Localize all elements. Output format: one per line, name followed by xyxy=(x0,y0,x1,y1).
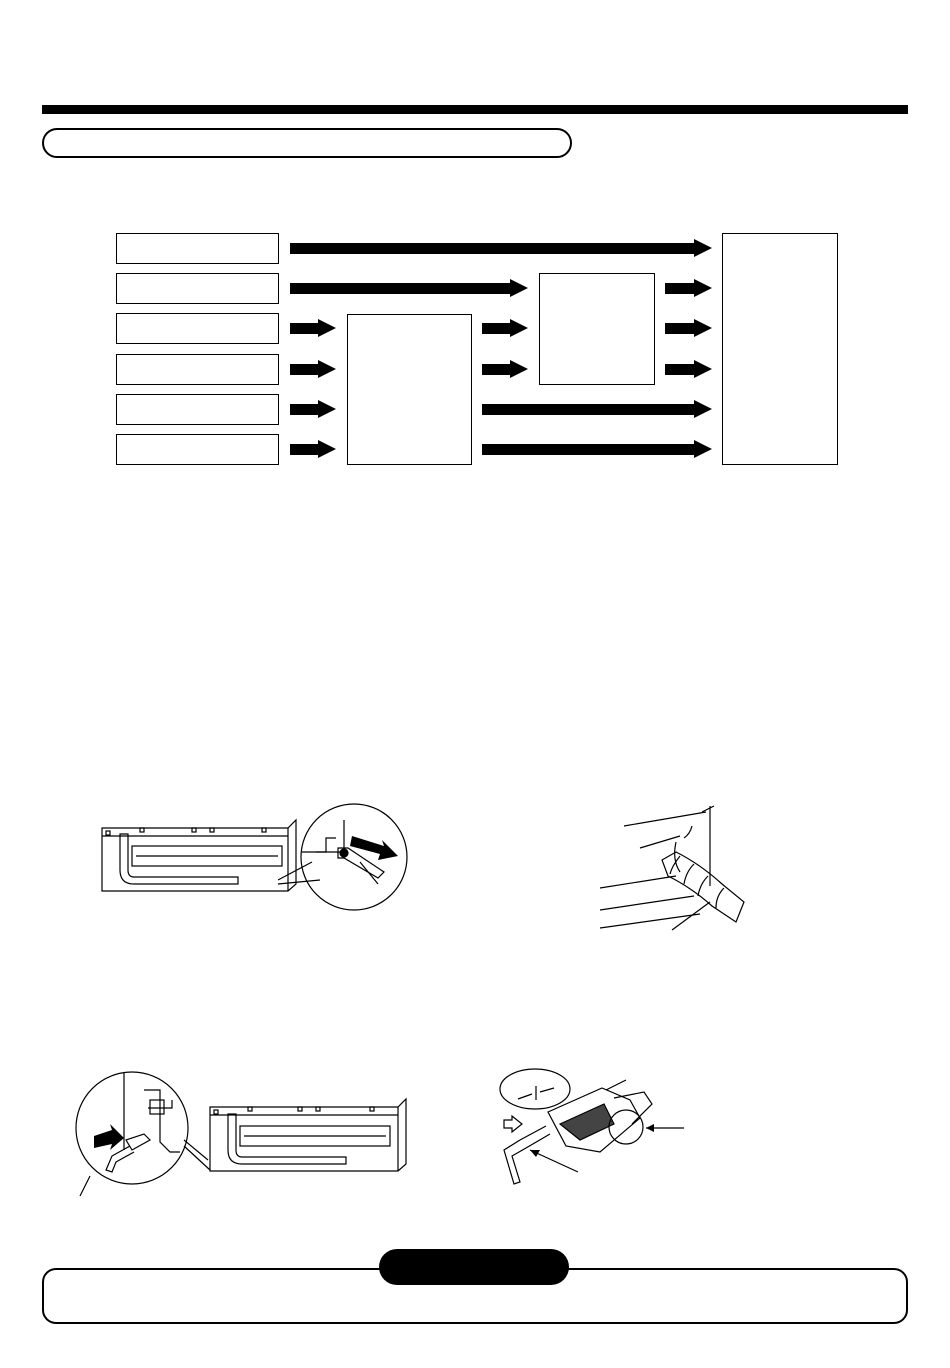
hex-key-flare-nut-illustration xyxy=(500,1069,684,1184)
note-title-pill xyxy=(379,1249,569,1285)
flow-arrows xyxy=(290,239,712,458)
pipe-wrapping-illustration xyxy=(600,806,744,930)
indoor-unit-cap-removal-illustration xyxy=(102,804,407,910)
hex-wrench-valve-illustration xyxy=(76,1072,406,1196)
